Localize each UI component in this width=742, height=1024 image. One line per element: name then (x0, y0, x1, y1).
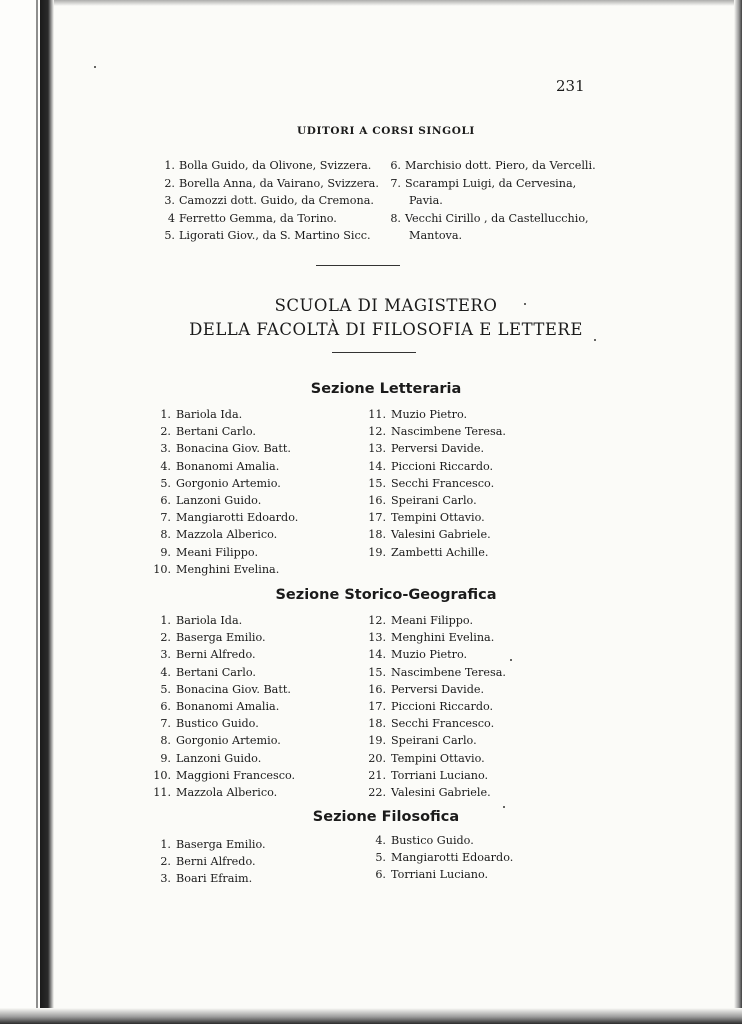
filosofica-left-column (151, 836, 266, 888)
uditori-left-column (157, 157, 377, 245)
scan-speck (510, 659, 512, 661)
list-item (366, 849, 513, 866)
item-text: Maggioni Francesco. (176, 768, 296, 782)
uditori-right-column (383, 157, 597, 245)
list-item (366, 526, 506, 543)
item-number: 12. (368, 425, 386, 439)
item-number: 8. (160, 528, 171, 542)
item-number: 22. (368, 785, 386, 799)
list-item (151, 406, 298, 423)
item-number: 14. (368, 648, 386, 662)
item-number: 19. (368, 545, 386, 559)
item-number: 5. (160, 682, 171, 696)
item-text: Speirani Carlo. (391, 734, 477, 748)
scan-speck (94, 66, 96, 68)
list-item (366, 406, 506, 423)
item-text: Mangiarotti Edoardo. (391, 851, 514, 865)
item-number: 3. (160, 442, 171, 456)
item-text: Mantova. (409, 229, 463, 243)
item-text: Bonanomi Amalia. (176, 459, 280, 473)
list-item (366, 732, 506, 749)
item-number: 21. (368, 768, 386, 782)
list-item (151, 836, 266, 853)
list-item (151, 475, 298, 492)
list-item (151, 492, 298, 509)
item-number: 6. (160, 699, 171, 713)
item-text: Berni Alfredo. (176, 855, 256, 869)
list-item (151, 526, 298, 543)
list-item (151, 612, 295, 629)
item-number: 13. (368, 442, 386, 456)
list-item (366, 423, 506, 440)
page-subtitle: DELLA FACOLTÀ DI FILOSOFIA E LETTERE (189, 320, 583, 339)
item-text: Bariola Ida. (176, 614, 243, 627)
item-number: 4. (160, 665, 171, 679)
item-text: Piccioni Riccardo. (391, 699, 494, 713)
list-item (151, 870, 266, 887)
item-text: Bustico Guido. (391, 834, 474, 847)
item-text: Bonanomi Amalia. (176, 699, 280, 713)
list-item (366, 440, 506, 457)
list-item (366, 509, 506, 526)
item-number: 14. (368, 459, 386, 473)
item-number: 11. (368, 408, 386, 421)
page-number: 231 (556, 77, 585, 95)
item-number: 7. (390, 176, 401, 190)
list-item (383, 157, 597, 175)
title-underline-rule (332, 352, 416, 353)
list-item (151, 509, 298, 526)
book-gutter (0, 0, 54, 1024)
list-item (151, 561, 298, 578)
page-right-edge (734, 0, 742, 1024)
list-item (151, 629, 295, 646)
item-text: Bonacina Giov. Batt. (176, 442, 291, 456)
list-item (366, 715, 506, 732)
section-title-filosofica: Sezione Filosofica (312, 809, 460, 825)
section-title-storico-geografica: Sezione Storico-Geografica (275, 587, 497, 603)
scan-speck (503, 806, 505, 808)
item-text: Vecchi Cirillo , da Castellucchio, (405, 211, 589, 225)
list-item (151, 681, 295, 698)
item-text: Muzio Pietro. (391, 648, 468, 662)
item-text: Zambetti Achille. (391, 545, 489, 559)
item-number: 3. (160, 648, 171, 662)
list-item (366, 767, 506, 784)
item-number: 7. (160, 511, 171, 525)
item-text: Speirani Carlo. (391, 493, 477, 507)
list-item (151, 664, 295, 681)
item-text: Pavia. (409, 194, 443, 208)
item-text: Gorgonio Artemio. (176, 734, 281, 748)
item-number: 2. (160, 631, 171, 645)
gutter-line (36, 0, 38, 1024)
item-text: Bertani Carlo. (176, 425, 256, 439)
list-item (157, 210, 377, 228)
item-number: 1. (160, 614, 171, 627)
item-text: Meani Filippo. (176, 545, 258, 559)
list-item (366, 475, 506, 492)
list-item (157, 192, 377, 210)
item-number: 16. (368, 493, 386, 507)
list-item (157, 157, 377, 175)
item-number: 15. (368, 476, 386, 490)
item-number: 5. (160, 476, 171, 490)
item-number: 5. (164, 229, 175, 243)
item-number: 2. (164, 176, 175, 190)
item-number: 8. (390, 211, 401, 225)
item-text: Boari Efraim. (176, 872, 253, 886)
item-number: 3. (160, 872, 171, 886)
list-item (151, 698, 295, 715)
item-text: Nascimbene Teresa. (391, 425, 506, 439)
list-item (383, 210, 597, 228)
item-number: 17. (368, 511, 386, 525)
list-item (366, 698, 506, 715)
item-number: 9. (160, 545, 171, 559)
page-title: SCUOLA DI MAGISTERO (274, 296, 498, 315)
list-item (151, 440, 298, 457)
item-number: 2. (160, 855, 171, 869)
list-item (151, 784, 295, 801)
item-text: Perversi Davide. (391, 682, 485, 696)
item-number: 18. (368, 717, 386, 731)
item-text: Muzio Pietro. (391, 408, 468, 421)
item-text: Torriani Luciano. (391, 768, 489, 782)
item-number: 20. (368, 751, 386, 765)
item-text: Ferretto Gemma, da Torino. (179, 211, 337, 225)
item-number: 6. (160, 493, 171, 507)
item-number: 18. (368, 528, 386, 542)
list-item (151, 767, 295, 784)
item-text: Secchi Francesco. (391, 717, 495, 731)
item-number: 15. (368, 665, 386, 679)
item-text: Menghini Evelina. (391, 631, 495, 645)
list-item (151, 853, 266, 870)
item-text: Mazzola Alberico. (176, 528, 278, 542)
scan-speck (594, 339, 596, 341)
item-number: 8. (160, 734, 171, 748)
storico-left-column (151, 612, 295, 801)
list-item (366, 750, 506, 767)
list-item (151, 458, 298, 475)
item-text: Baserga Emilio. (176, 838, 266, 851)
section-title-letteraria: Sezione Letteraria (310, 381, 462, 397)
item-text: Berni Alfredo. (176, 648, 256, 662)
item-text: Bolla Guido, da Olivone, Svizzera. (179, 159, 372, 172)
item-number: 1. (160, 838, 171, 851)
list-item (366, 612, 506, 629)
list-item (151, 732, 295, 749)
item-text: Perversi Davide. (391, 442, 485, 456)
list-item (366, 646, 506, 663)
list-item (366, 866, 513, 883)
list-item (366, 492, 506, 509)
list-item-continuation (383, 192, 597, 210)
list-item (366, 664, 506, 681)
item-number: 4. (375, 834, 386, 847)
item-text: Baserga Emilio. (176, 631, 266, 645)
list-item-continuation (383, 227, 597, 245)
storico-right-column (366, 612, 506, 801)
item-number: 10. (153, 768, 171, 782)
letteraria-left-column (151, 406, 298, 578)
list-item (151, 646, 295, 663)
item-text: Nascimbene Teresa. (391, 665, 506, 679)
list-item (366, 681, 506, 698)
list-item (366, 458, 506, 475)
item-text: Borella Anna, da Vairano, Svizzera. (179, 176, 379, 190)
item-text: Tempini Ottavio. (391, 751, 485, 765)
item-text: Tempini Ottavio. (391, 511, 485, 525)
list-item (366, 629, 506, 646)
item-number: 12. (368, 614, 386, 627)
item-number: 16. (368, 682, 386, 696)
item-text: Menghini Evelina. (176, 562, 280, 576)
item-number: 4. (160, 459, 171, 473)
scan-speck (524, 303, 526, 305)
page-top-edge (0, 0, 742, 6)
uditori-heading: UDITORI A CORSI SINGOLI (297, 125, 475, 137)
item-number: 2. (160, 425, 171, 439)
item-text: Torriani Luciano. (391, 868, 489, 882)
item-text: Secchi Francesco. (391, 476, 495, 490)
list-item (151, 750, 295, 767)
item-number: 4 (167, 211, 175, 225)
list-item (157, 227, 377, 245)
item-text: Bonacina Giov. Batt. (176, 682, 291, 696)
item-number: 5. (375, 851, 386, 865)
item-text: Gorgonio Artemio. (176, 476, 281, 490)
item-text: Valesini Gabriele. (391, 528, 491, 542)
item-number: 19. (368, 734, 386, 748)
list-item (366, 544, 506, 561)
item-number: 13. (368, 631, 386, 645)
letteraria-right-column (366, 406, 506, 561)
item-number: 9. (160, 751, 171, 765)
item-text: Lanzoni Guido. (176, 751, 262, 765)
page-bottom-edge (0, 1008, 742, 1024)
item-number: 1. (164, 159, 175, 172)
item-number: 10. (153, 562, 171, 576)
item-text: Piccioni Riccardo. (391, 459, 494, 473)
item-number: 6. (390, 159, 401, 172)
item-text: Bustico Guido. (176, 717, 259, 731)
item-number: 1. (160, 408, 171, 421)
item-text: Marchisio dott. Piero, da Vercelli. (405, 159, 596, 172)
item-text: Bariola Ida. (176, 408, 243, 421)
filosofica-right-column (366, 832, 513, 884)
item-number: 17. (368, 699, 386, 713)
item-text: Valesini Gabriele. (391, 785, 491, 799)
item-number: 11. (153, 785, 171, 799)
item-number: 6. (375, 868, 386, 882)
item-text: Camozzi dott. Guido, da Cremona. (179, 194, 374, 208)
list-item (151, 423, 298, 440)
item-text: Bertani Carlo. (176, 665, 256, 679)
item-text: Mazzola Alberico. (176, 785, 278, 799)
item-text: Lanzoni Guido. (176, 493, 262, 507)
item-text: Ligorati Giov., da S. Martino Sicc. (179, 229, 371, 243)
list-item (157, 175, 377, 193)
item-number: 3. (164, 194, 175, 208)
list-item (151, 715, 295, 732)
list-item (383, 175, 597, 193)
list-item (151, 544, 298, 561)
item-text: Mangiarotti Edoardo. (176, 511, 299, 525)
divider-rule (316, 265, 400, 266)
item-text: Meani Filippo. (391, 614, 473, 627)
item-number: 7. (160, 717, 171, 731)
item-text: Scarampi Luigi, da Cervesina, (405, 176, 577, 190)
list-item (366, 784, 506, 801)
list-item (366, 832, 513, 849)
